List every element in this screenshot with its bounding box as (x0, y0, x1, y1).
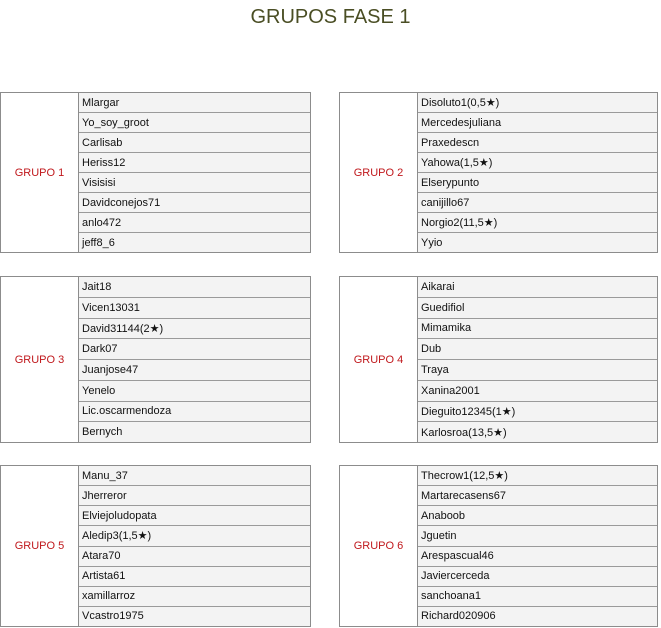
player-cell: Bernych (79, 422, 310, 442)
player-cell: anlo472 (79, 213, 310, 233)
player-cell: Jait18 (79, 277, 310, 298)
group-label: GRUPO 4 (340, 277, 418, 442)
player-cell: Arespascual46 (418, 547, 657, 567)
group-label: GRUPO 1 (1, 93, 79, 252)
player-cell: Aikarai (418, 277, 657, 298)
player-cell: Jguetin (418, 526, 657, 546)
group-label: GRUPO 3 (1, 277, 79, 442)
player-cell: Yenelo (79, 381, 310, 402)
group-5 (0, 465, 311, 627)
player-cell: Elserypunto (418, 173, 657, 193)
group-label: GRUPO 2 (340, 93, 418, 252)
player-cell: Traya (418, 360, 657, 381)
player-cell: Elviejoludopata (79, 506, 310, 526)
player-cell: Anaboob (418, 506, 657, 526)
player-cell: Norgio2(11,5★) (418, 213, 657, 233)
group-label: GRUPO 6 (340, 466, 418, 626)
player-cell: Dark07 (79, 339, 310, 360)
player-cell: Dub (418, 339, 657, 360)
player-cell: xamillarroz (79, 587, 310, 607)
player-cell: Juanjose47 (79, 360, 310, 381)
player-cell: Vcastro1975 (79, 607, 310, 626)
group-2 (339, 92, 658, 253)
player-cell: Xanina2001 (418, 381, 657, 402)
player-cell: Disoluto1(0,5★) (418, 93, 657, 113)
player-cell: Yo_soy_groot (79, 113, 310, 133)
player-cell: Atara70 (79, 547, 310, 567)
player-cell: Aledip3(1,5★) (79, 526, 310, 546)
player-cell: Thecrow1(12,5★) (418, 466, 657, 486)
group-3 (0, 276, 311, 443)
player-cell: Lic.oscarmendoza (79, 402, 310, 423)
player-cell: Davidconejos71 (79, 193, 310, 213)
player-cell: Artista61 (79, 567, 310, 587)
player-cell: Guedifiol (418, 298, 657, 319)
player-cell: Karlosroa(13,5★) (418, 422, 657, 442)
player-cell: Yyio (418, 233, 657, 252)
player-cell: Richard020906 (418, 607, 657, 626)
group-1 (0, 92, 311, 253)
player-cell: Manu_37 (79, 466, 310, 486)
player-cell: Mlargar (79, 93, 310, 113)
player-cell: canijillo67 (418, 193, 657, 213)
player-cell: Dieguito12345(1★) (418, 402, 657, 423)
player-cell: Vicen13031 (79, 298, 310, 319)
player-cell: Heriss12 (79, 153, 310, 173)
player-cell: Praxedescn (418, 133, 657, 153)
player-cell: Mercedesjuliana (418, 113, 657, 133)
player-cell: Martarecasens67 (418, 486, 657, 506)
player-cell: Yahowa(1,5★) (418, 153, 657, 173)
player-cell: David31144(2★) (79, 319, 310, 340)
page-title: GRUPOS FASE 1 (250, 6, 411, 28)
group-4 (339, 276, 658, 443)
player-cell: Mimamika (418, 319, 657, 340)
player-cell: sanchoana1 (418, 587, 657, 607)
group-6 (339, 465, 658, 627)
player-cell: Javiercerceda (418, 567, 657, 587)
player-cell: jeff8_6 (79, 233, 310, 252)
player-cell: Visisisi (79, 173, 310, 193)
player-cell: Carlisab (79, 133, 310, 153)
group-label: GRUPO 5 (1, 466, 79, 626)
player-cell: Jherreror (79, 486, 310, 506)
